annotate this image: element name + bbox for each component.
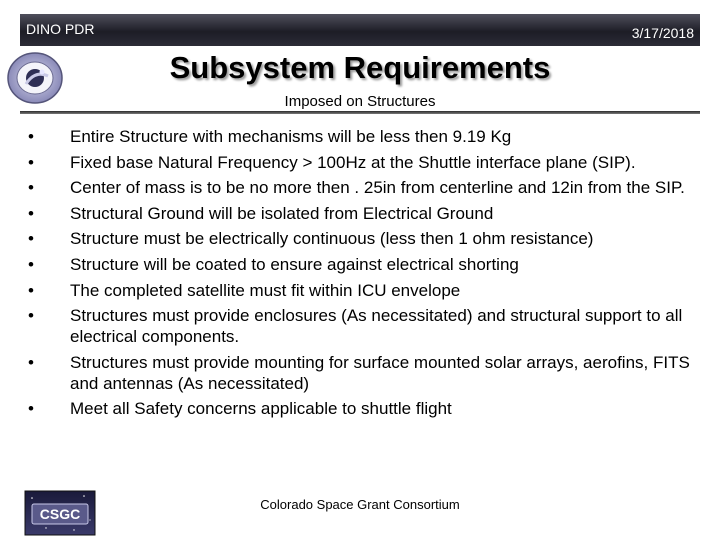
list-item <box>28 177 693 198</box>
list-item-text: Structures must provide mounting for surface mounted solar arrays, aerofins, FITS and antennas (As necessitated) <box>70 352 690 393</box>
list-item-text: Structural Ground will be isolated from Electrical Ground <box>70 203 494 223</box>
list-item-text: Structures must provide enclosures (As necessitated) and structural support to all electrical components. <box>70 306 683 347</box>
list-item-text: The completed satellite must fit within ICU envelope <box>70 280 461 300</box>
list-item-text: Center of mass is to be no more then . 25in from centerline and 12in from the SIP. <box>70 178 685 198</box>
list-item <box>28 280 693 301</box>
title-divider <box>20 111 700 114</box>
list-item <box>28 203 693 224</box>
bullet-icon: • <box>28 399 34 419</box>
header-bar <box>20 14 700 46</box>
slide-title: Subsystem Requirements <box>169 50 551 85</box>
requirements-list <box>28 126 693 424</box>
list-item <box>28 398 693 419</box>
list-item <box>28 228 693 249</box>
bullet-icon: • <box>28 306 34 326</box>
csgc-logo-text: CSGC <box>39 506 81 522</box>
list-item-text: Structure must be electrically continuous (less then 1 ohm resistance) <box>70 229 594 249</box>
bullet-icon: • <box>28 178 34 198</box>
list-item <box>28 254 693 275</box>
list-item-text: Meet all Safety concerns applicable to shuttle flight <box>70 399 452 419</box>
list-item-text: Fixed base Natural Frequency > 100Hz at the Shuttle interface plane (SIP). <box>70 152 636 172</box>
bullet-icon: • <box>28 203 34 223</box>
bullet-icon: • <box>28 352 34 372</box>
footer-organization: Colorado Space Grant Consortium <box>260 497 460 512</box>
list-item-text: Structure will be coated to ensure against electrical shorting <box>70 254 519 274</box>
list-item <box>28 126 693 147</box>
list-item <box>28 352 693 394</box>
bullet-icon: • <box>28 280 34 300</box>
bullet-icon: • <box>28 229 34 249</box>
list-item <box>28 305 693 347</box>
bullet-icon: • <box>28 254 34 274</box>
header-project-label: DINO PDR <box>26 21 95 37</box>
list-item-text: Entire Structure with mechanisms will be less then 9.19 Kg <box>70 127 512 146</box>
list-item <box>28 152 693 173</box>
bullet-icon: • <box>28 127 34 146</box>
header-date: 3/17/2018 <box>631 25 694 41</box>
bullet-icon: • <box>28 152 34 172</box>
slide-subtitle: Imposed on Structures <box>284 93 436 110</box>
